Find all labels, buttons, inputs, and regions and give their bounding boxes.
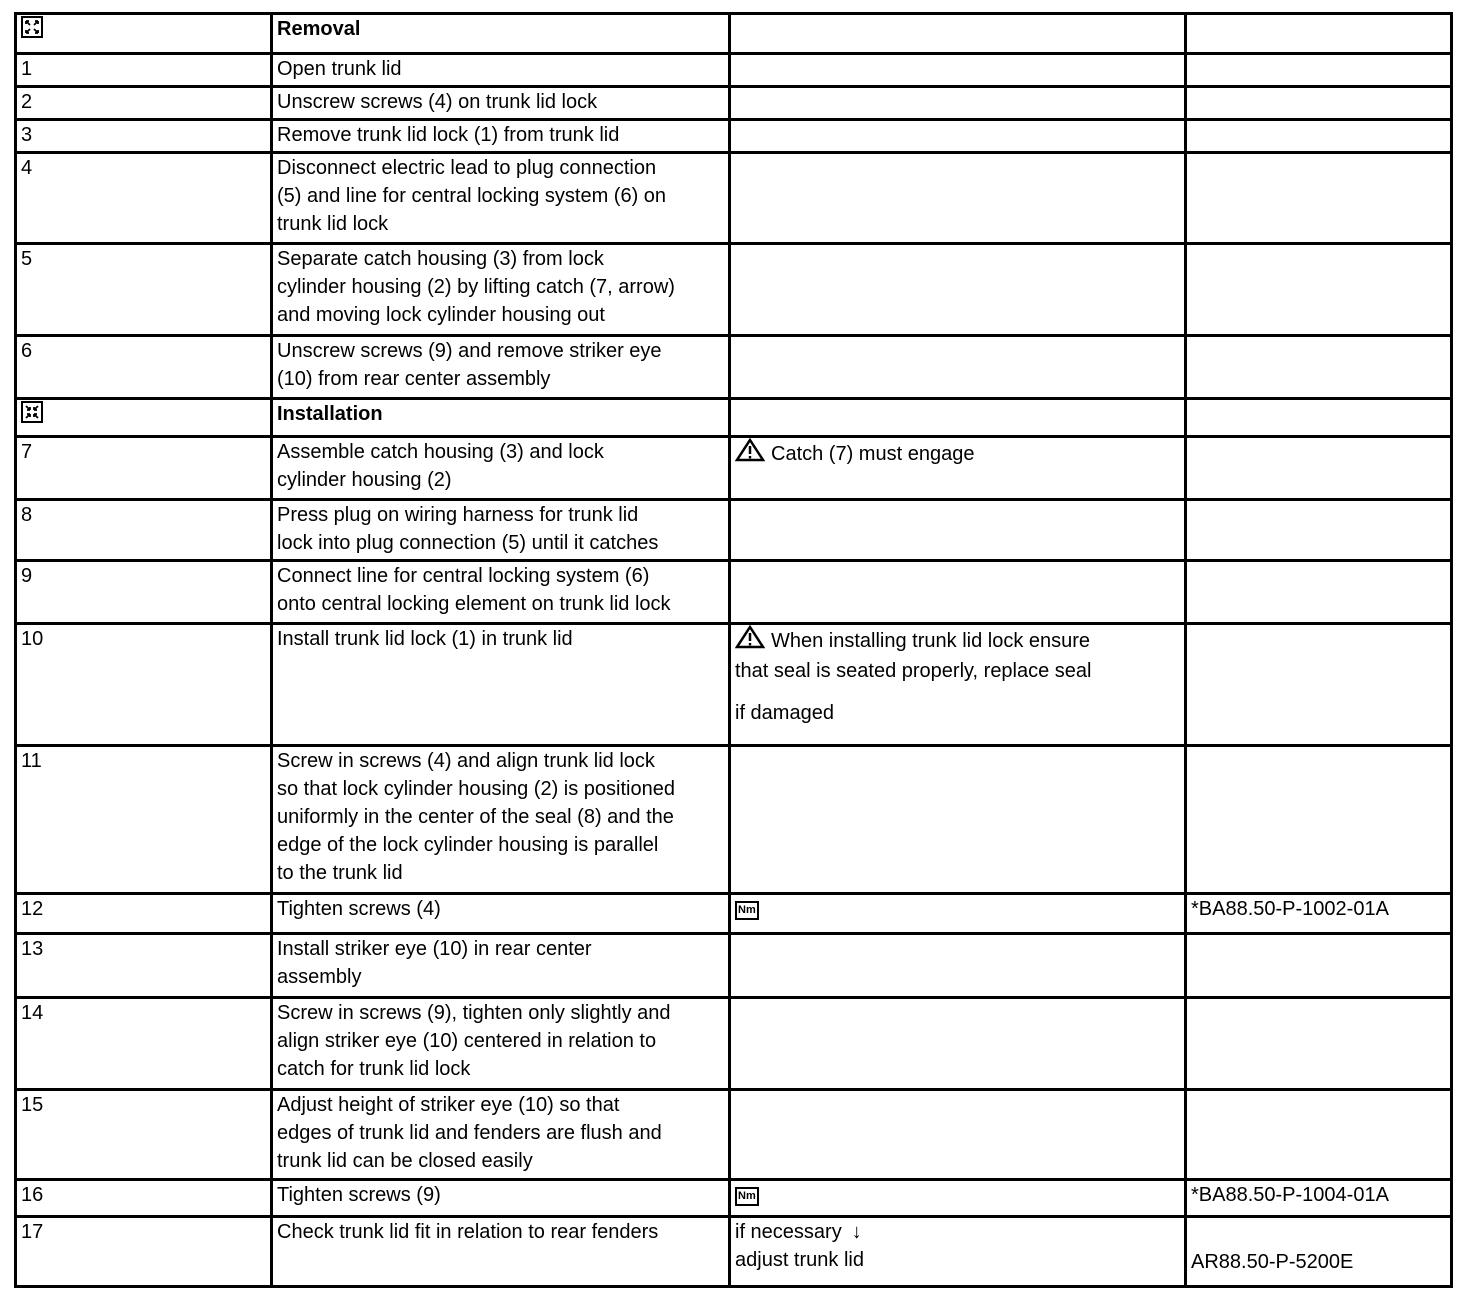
- step-number: 1: [16, 54, 272, 87]
- step-number: 7: [16, 437, 272, 500]
- step-number: 9: [16, 561, 272, 624]
- arrow-down-icon: ↓: [851, 1221, 862, 1243]
- torque-nm-icon[interactable]: Nm: [735, 901, 759, 920]
- reference-link[interactable]: AR88.50-P-5200E: [1191, 1251, 1354, 1273]
- step-number: 4: [16, 153, 272, 244]
- step-text: Remove trunk lid lock (1) from trunk lid: [272, 120, 730, 153]
- table-row: [16, 1180, 1452, 1217]
- step-text: Tighten screws (9): [272, 1180, 730, 1217]
- torque-nm-icon[interactable]: Nm: [735, 1187, 759, 1206]
- table-row: [16, 87, 1452, 120]
- section-title-installation: Installation: [277, 403, 383, 425]
- step-number: 16: [16, 1180, 272, 1217]
- step-number: 15: [16, 1090, 272, 1180]
- reference-link[interactable]: *BA88.50-P-1004-01A: [1186, 1180, 1452, 1217]
- step-text: Unscrew screws (4) on trunk lid lock: [272, 87, 730, 120]
- table-row: [16, 500, 1452, 561]
- table-row: [16, 998, 1452, 1090]
- step-number: 12: [16, 894, 272, 934]
- step-number: 13: [16, 934, 272, 998]
- warning-triangle-icon: [735, 625, 765, 657]
- step-text: Install trunk lid lock (1) in trunk lid: [272, 624, 730, 746]
- step-text: Screw in screws (9), tighten only slightly and align striker eye (10) centered in relation to catch for trunk lid lock: [272, 998, 730, 1090]
- step-number: 6: [16, 336, 272, 399]
- procedure-table: [14, 12, 1453, 1288]
- section-row-installation: [16, 399, 1452, 437]
- table-row: [16, 934, 1452, 998]
- step-number: 17: [16, 1217, 272, 1287]
- table-row: [16, 336, 1452, 399]
- step-number: 10: [16, 624, 272, 746]
- section-title-removal: Removal: [277, 18, 361, 40]
- table-row: [16, 624, 1452, 746]
- table-row: [16, 561, 1452, 624]
- step-text: Screw in screws (4) and align trunk lid lock so that lock cylinder housing (2) is positioned uniformly in the center of the seal (8) and the edge of the lock cylinder housing is parallel to the trunk lid: [272, 746, 730, 894]
- step-text: Install striker eye (10) in rear center assembly: [272, 934, 730, 998]
- table-row: [16, 1090, 1452, 1180]
- table-row: [16, 153, 1452, 244]
- step-text: Press plug on wiring harness for trunk lid lock into plug connection (5) until it catches: [272, 500, 730, 561]
- reference-link[interactable]: *BA88.50-P-1002-01A: [1186, 894, 1452, 934]
- table-row: [16, 244, 1452, 336]
- step-text: Unscrew screws (9) and remove striker eye (10) from rear center assembly: [272, 336, 730, 399]
- step-text: Tighten screws (4): [272, 894, 730, 934]
- table-row: [16, 746, 1452, 894]
- step-note: Catch (7) must engage: [730, 437, 1186, 500]
- step-text: Adjust height of striker eye (10) so that edges of trunk lid and fenders are flush and trunk lid can be closed easily: [272, 1090, 730, 1180]
- step-number: 5: [16, 244, 272, 336]
- installation-figure-icon[interactable]: [21, 401, 43, 423]
- table-row: [16, 120, 1452, 153]
- step-text: Open trunk lid: [272, 54, 730, 87]
- table-row: [16, 894, 1452, 934]
- step-note: if necessary ↓ adjust trunk lid: [730, 1217, 1186, 1287]
- step-number: 2: [16, 87, 272, 120]
- step-text: Check trunk lid fit in relation to rear fenders: [272, 1217, 730, 1287]
- table-row: [16, 1217, 1452, 1287]
- step-text: Assemble catch housing (3) and lock cylinder housing (2): [272, 437, 730, 500]
- step-number: 11: [16, 746, 272, 894]
- removal-figure-icon[interactable]: [21, 16, 43, 38]
- warning-triangle-icon: [735, 438, 765, 470]
- step-note: When installing trunk lid lock ensure that seal is seated properly, replace seal if damaged: [730, 624, 1186, 746]
- step-text: Connect line for central locking system (6) onto central locking element on trunk lid lock: [272, 561, 730, 624]
- step-number: 14: [16, 998, 272, 1090]
- table-row: [16, 54, 1452, 87]
- step-number: 8: [16, 500, 272, 561]
- section-row-removal: [16, 14, 1452, 54]
- table-row: [16, 437, 1452, 500]
- step-text: Disconnect electric lead to plug connection (5) and line for central locking system (6) on trunk lid lock: [272, 153, 730, 244]
- step-number: 3: [16, 120, 272, 153]
- step-text: Separate catch housing (3) from lock cylinder housing (2) by lifting catch (7, arrow) and moving lock cylinder housing out: [272, 244, 730, 336]
